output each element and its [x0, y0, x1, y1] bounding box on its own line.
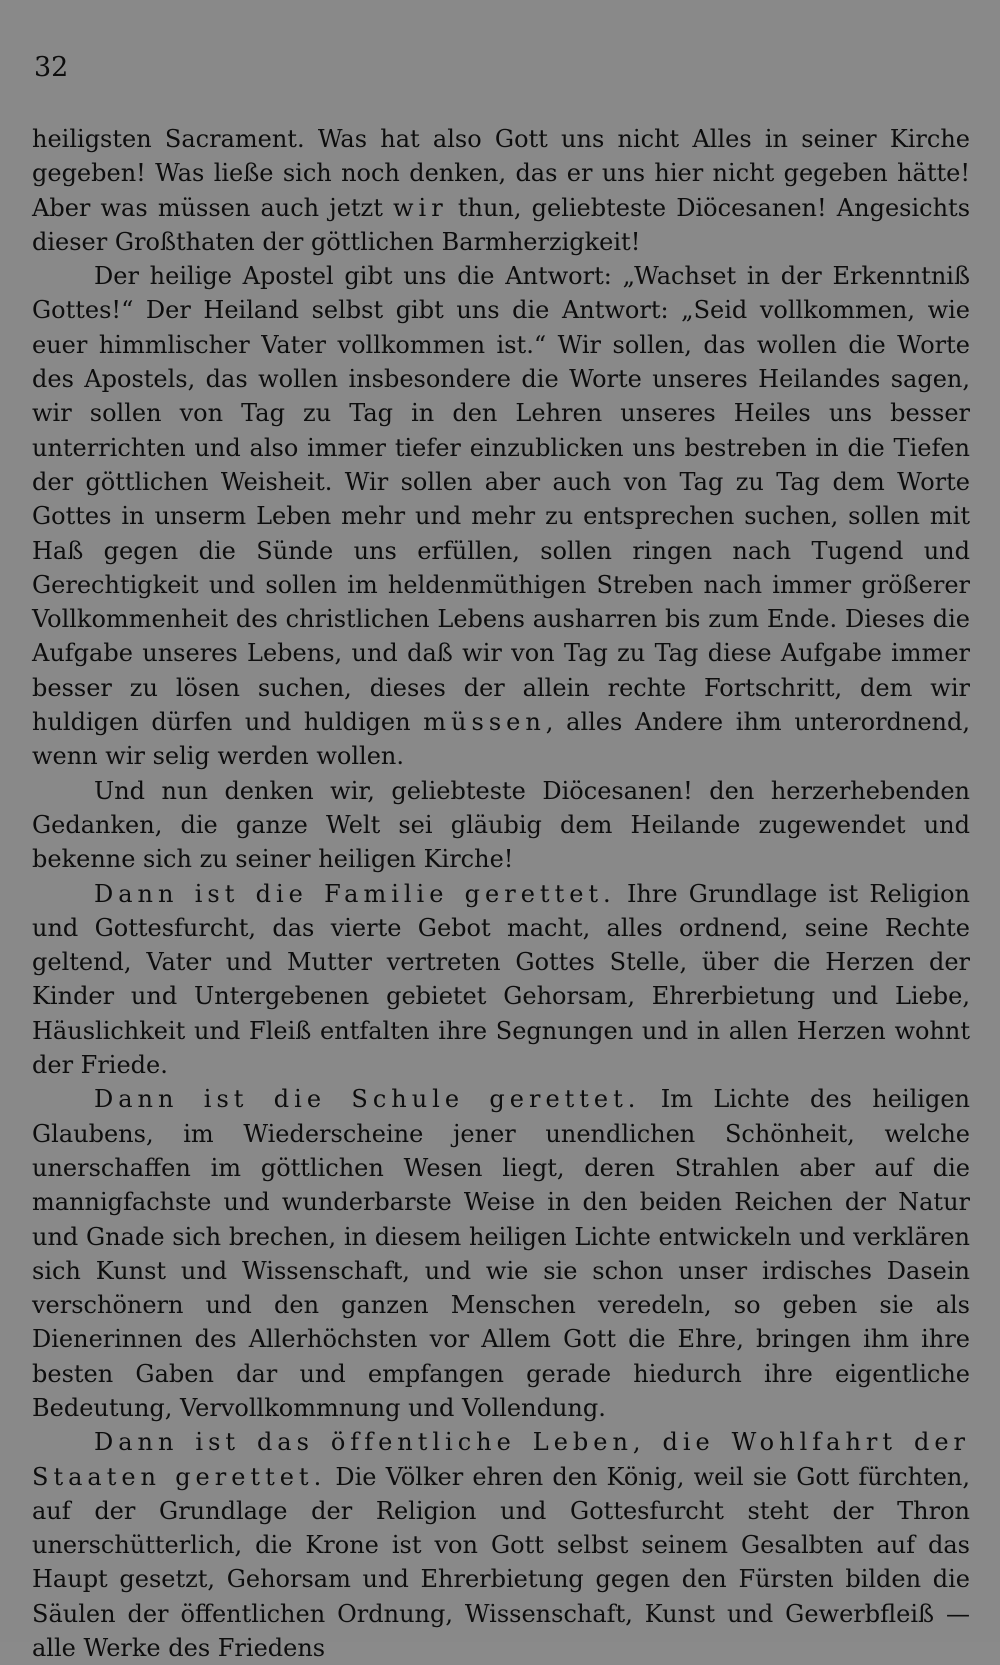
- emphasis-segment: wir: [393, 193, 448, 222]
- emphasis-segment: Dann ist die Schule gerettet.: [94, 1085, 641, 1114]
- text-segment: Ihre Grundlage ist Religion und Gottesfurcht, das vierte Gebot macht, alles ordnend, seine Rechte geltend, Vater und Mutter vertreten Gottes Stelle, über die Herzen der Kinder und Untergebenen gebietet Gehorsam, Ehrerbietung und Liebe, Häuslichkeit und Fleiß entfalten ihre Segnungen und in allen Herzen wohnt der Friede.: [32, 879, 970, 1080]
- text-segment: Der heilige Apostel gibt uns die Antwort: „Wachset in der Erkenntniß Gottes!“ Der Heiland selbst gibt uns die Antwort: „Seid vollkommen, wie euer himmlischer Vater vollkommen ist.“ Wir sollen, das wollen die Worte des Apostels, das wollen insbesondere die Worte unseres Heilandes sagen, wir sollen von Tag zu Tag in den Lehren unseres Heiles uns besser unterrichten und also immer tiefer einzublicken uns bestreben in die Tiefen der göttlichen Weisheit. Wir sollen aber auch von Tag zu Tag dem Worte Gottes in unserm Leben mehr und mehr zu entsprechen suchen, sollen mit Haß gegen die Sünde uns erfüllen, sollen ringen nach Tugend und Gerechtigkeit und sollen im heldenmüthigen Streben nach immer größerer Vollkommenheit des christlichen Lebens ausharren bis zum Ende. Dieses die Aufgabe unseres Lebens, und daß wir von Tag zu Tag diese Aufgabe immer besser zu lösen suchen, dieses der allein rechte Fortschritt, dem wir huldigen dürfen und huldigen: [32, 262, 970, 737]
- text-segment: Die Völker ehren den König, weil sie Gott fürchten, auf der Grundlage der Religion und Gottesfurcht steht der Thron unerschütterlich, die Krone ist von Gott selbst seinem Gesalbten auf das Haupt gesetzt, Gehorsam und Ehrerbietung gegen den Fürsten bilden die Säulen der öffentlichen Ordnung, Wissenschaft, Kunst und Gewerbfleiß — alle Werke des Friedens: [32, 1462, 970, 1663]
- text-segment: thun, geliebteste Diöcesanen! Angesichts dieser Großthaten der göttlichen Barmherzigkeit!: [32, 193, 971, 256]
- text-segment: , alles Andere ihm unterordnend, wenn wir selig werden wollen.: [32, 708, 971, 771]
- text-segment: Im Lichte des heiligen Glaubens, im Wiederscheine jener unendlichen Schönheit, welche unerschaffen im göttlichen Wesen liegt, deren Strahlen aber auf die mannigfachste und wunderbarste Weise in den beiden Reichen der Natur und Gnade sich brechen, in diesem heiligen Lichte entwickeln und verklären sich Kunst und Wissenschaft, und wie sie schon unser irdisches Dasein verschönern und den ganzen Menschen veredeln, so geben sie als Dienerinnen des Allerhöchsten vor Allem Gott die Ehre, bringen ihm ihre besten Gaben dar und empfangen gerade hiedurch ihre eigentliche Bedeutung, Vervollkommnung und Vollendung.: [32, 1085, 970, 1422]
- paragraph-4: [32, 877, 970, 1083]
- paragraph-3: [32, 774, 970, 877]
- emphasis-segment: müssen: [423, 708, 546, 737]
- paragraph-1: [32, 122, 970, 259]
- text-segment: Und nun denken wir, geliebteste Diöcesanen! den herzerhebenden Gedanken, die ganze Welt sei gläubig dem Heilande zugewendet und bekenne sich zu seiner heiligen Kirche!: [32, 776, 970, 874]
- paragraph-2: [32, 259, 970, 773]
- emphasis-segment: Dann ist die Familie gerettet.: [94, 879, 616, 908]
- text-segment: heiligsten Sacrament. Was hat also Gott uns nicht Alles in seiner Kirche gegeben! Was ließe sich noch denken, das er uns hier nicht gegeben hätte! Aber was müssen auch jetzt: [32, 125, 970, 222]
- body-text: [32, 122, 970, 1665]
- emphasis-segment: Dann ist das öffentliche Leben, die Wohlfahrt der Staaten gerettet.: [32, 1428, 970, 1491]
- page-number: 32: [34, 52, 69, 83]
- paragraph-5: [32, 1082, 970, 1425]
- paragraph-6: [32, 1425, 970, 1665]
